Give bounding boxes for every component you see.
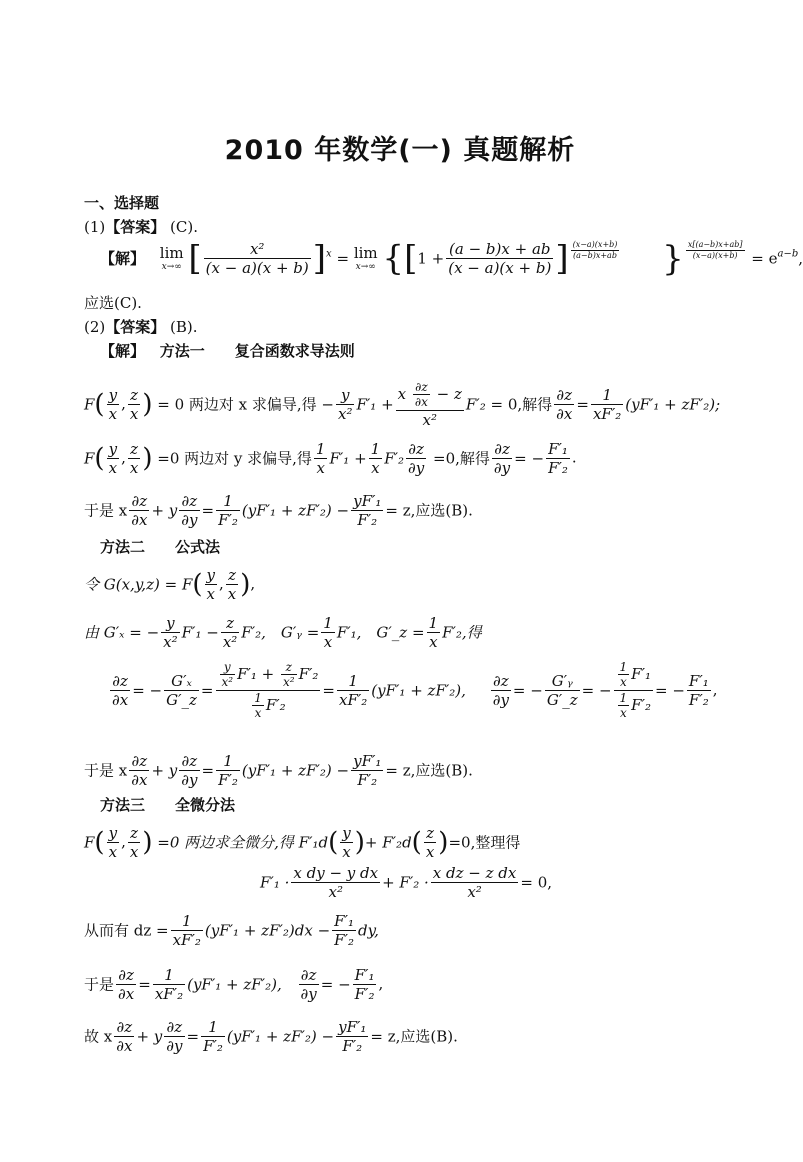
q1-answer: (C). [170, 218, 198, 236]
q1-solution-line: 【解】 lim x→∞ [ $\frac{\text{x²}}{(x - a)(x + b)}$ ]$^x$ = lim x→∞ {[1 + $\frac{(a - b)x + ab}{(x - a)(x + b)}$ ] $\frac{(x-a)(x+b)}{(a-b)x+ab}$ } $\frac{x[(a-b)x+ab]}{(x-a)(x+b)}$ = $e^{a-b}$, [100, 238, 803, 279]
q1-frac-1: $\frac{\text{x²}}{(x - a)(x + b)}$ [205, 240, 309, 277]
q2-line-3-tail: = z,应选(B). [385, 501, 473, 520]
q2-line-8-text: =0 两边求全微分,得 F′₁d [157, 833, 329, 852]
q1-jie-tag: 【解】 [100, 249, 146, 268]
q2-line-5-text: 由 G′ₓ = − [84, 623, 160, 642]
q2-line-12: 故 x $\frac{\partial z}{\partial x}$ + y $\frac{\partial z}{\partial y}$ = $\frac{1}{\text{F′₂}}$ (yF′₁ + zF′₂) − $\frac{\text{yF′₁}}{\text{F′₂}}$ = z,应选(B). [84, 1018, 458, 1055]
q2-line-7-text: 于是 x [84, 761, 128, 780]
q2-number: (2) [84, 318, 106, 336]
q2-line-10-text: 从而有 dz = [84, 921, 169, 940]
section-heading: 一、选择题 [84, 194, 160, 212]
q2-method1-line [100, 342, 355, 360]
q2-line-4: 令 G(x,y,z) = F( $\frac{y}{x}$ , $\frac{z}{x}$ ), [84, 566, 256, 603]
q2-method3-title: 方法三 全微分法 [100, 796, 236, 814]
q1-lim-1: lim x→∞ [159, 244, 184, 273]
q1-exp-frac-2: $\frac{x[(a-b)x+ab]}{(x-a)(x+b)}$ [687, 240, 743, 260]
q1-result-tail: , [798, 249, 803, 268]
q1-frac-2: $\frac{(a - b)x + ab}{(x - a)(x + b)}$ [448, 240, 552, 277]
q2-line-2-text-a: =0 两边对 y 求偏导,得 [157, 449, 312, 468]
q2-jie-tag: 【解】 [100, 342, 146, 360]
q2-line-5: 由 G′ₓ = − $\frac{y}{\text{x²}}$ F′₁ − $\frac{z}{\text{x²}}$ F′₂, G′ᵧ = $\frac{1}{x}$ F′₁, G′_z = $\frac{1}{x}$ F′₂,得 [84, 614, 482, 651]
q2-line-1: F( $\frac{y}{x}$ , $\frac{z}{x}$ ) = 0 两边对 x 求偏导,得 − $\frac{y}{\text{x²}}$ F′₁ + x $\frac{\partial z}{\partial x}$ − z x² F′₂ = 0,解得 $\frac{\partial z}{\partial x}$ = $\frac{1}{\text{xF′₂}}$ (yF′₁ + zF′₂); [84, 380, 721, 429]
q2-line-10: 从而有 dz = $\frac{1}{\text{xF′₂}}$ (yF′₁ + zF′₂)dx − $\frac{\text{F′₁}}{\text{F′₂}}$ dy, [84, 912, 379, 949]
q1-result-exp: a−b [777, 248, 799, 260]
q2-line-3: 于是 x $\frac{\partial z}{\partial x}$ + y $\frac{\partial z}{\partial y}$ = $\frac{1}{\text{F′₂}}$ (yF′₁ + zF′₂) − $\frac{\text{yF′₁}}{\text{F′₂}}$ = z,应选(B). [84, 492, 473, 529]
q2-line-3-text: 于是 x [84, 501, 128, 520]
q2-answer-line [84, 318, 198, 336]
q2-line-2: F( $\frac{y}{x}$ , $\frac{z}{x}$ ) =0 两边对 y 求偏导,得 $\frac{1}{x}$ F′₁ + $\frac{1}{x}$ F′₂ $\frac{\partial z}{\partial y}$ =0,解得 $\frac{\partial z}{\partial y}$ = − $\frac{\text{F′₁}}{\text{F′₂}}$ . [84, 440, 577, 477]
q2-line-2-text-b: =0,解得 [433, 449, 490, 468]
q2-line-1-text-b: = 0,解得 [490, 395, 553, 414]
q2-line-12-tail: = z,应选(B). [370, 1027, 458, 1046]
q2-method2-title: 方法二 公式法 [100, 538, 221, 556]
q2-answer: (B). [170, 318, 198, 336]
q2-line-11-text: 于是 [84, 975, 115, 994]
q1-result: = e [751, 249, 778, 268]
q2-line-11: 于是 $\frac{\partial z}{\partial x}$ = $\frac{1}{\text{xF′₂}}$ (yF′₁ + zF′₂), $\frac{\partial z}{\partial y}$ = − $\frac{\text{F′₁}}{\text{F′₂}}$ , [84, 966, 384, 1003]
q1-answer-line [84, 218, 198, 236]
q2-method1-title: 方法一 复合函数求导法则 [159, 342, 355, 360]
q2-line-12-text: 故 x [84, 1027, 113, 1046]
q2-line-1-text-c: (yF′₁ + zF′₂); [625, 395, 721, 414]
q2-line-7-tail: = z,应选(B). [385, 761, 473, 780]
q1-exp-1: x [326, 248, 332, 260]
q2-line-6: $\frac{\partial z}{\partial x}$ = − $\frac{\text{G′ₓ}}{G'\_z}$ = $\frac{y}{\text{x²}}$ F′₁ + $\frac{z}{\text{x²}}$ F′₂ $\frac{1}{x}$ F′₂ = $\frac{1}{\text{xF′₂}}$ (yF′₁ + zF′₂), $\frac{\partial z}{\partial y}$ = − $\frac{\text{G′ᵧ}}{G'\_z}$ = − $\frac{1}{x}$ F′₁ $\frac{1}{x}$ F′₂ = − $\frac{\text{F′₁}}{\text{F′₂}}$ , [112, 660, 718, 721]
q1-choose: 应选(C). [84, 294, 142, 312]
q1-inner-one: 1 + [417, 249, 445, 268]
q1-lim-2: lim x→∞ [353, 244, 378, 273]
q2-answer-tag: 【答案】 [105, 318, 166, 336]
q1-exp-frac-1: $\frac{(x-a)(x+b)}{(a-b)x+ab}$ [572, 240, 618, 260]
page-title: 2010 年数学(一) 真题解析 [224, 135, 576, 166]
q2-line-4-text: 令 G(x,y,z) = F [84, 575, 193, 594]
q2-line-9: F′₁ · $\frac{\text{x dy − y dx}}{\text{x²}}$ + F′₂ · $\frac{\text{x dz − z dx}}{\text{x²}}$ = 0, [260, 864, 553, 901]
q2-line-7: 于是 x $\frac{\partial z}{\partial x}$ + y $\frac{\partial z}{\partial y}$ = $\frac{1}{\text{F′₂}}$ (yF′₁ + zF′₂) − $\frac{\text{yF′₁}}{\text{F′₂}}$ = z,应选(B). [84, 752, 473, 789]
q1-answer-tag: 【答案】 [105, 218, 166, 236]
q2-line-8: F( $\frac{y}{x}$ , $\frac{z}{x}$ ) =0 两边求全微分,得 F′₁d( $\frac{y}{x}$ )+ F′₂d( $\frac{z}{x}$ )=0,整理得 [84, 824, 521, 861]
q2-line-1-text-a: = 0 两边对 x 求偏导,得 − [157, 395, 334, 414]
q1-number: (1) [84, 218, 106, 236]
